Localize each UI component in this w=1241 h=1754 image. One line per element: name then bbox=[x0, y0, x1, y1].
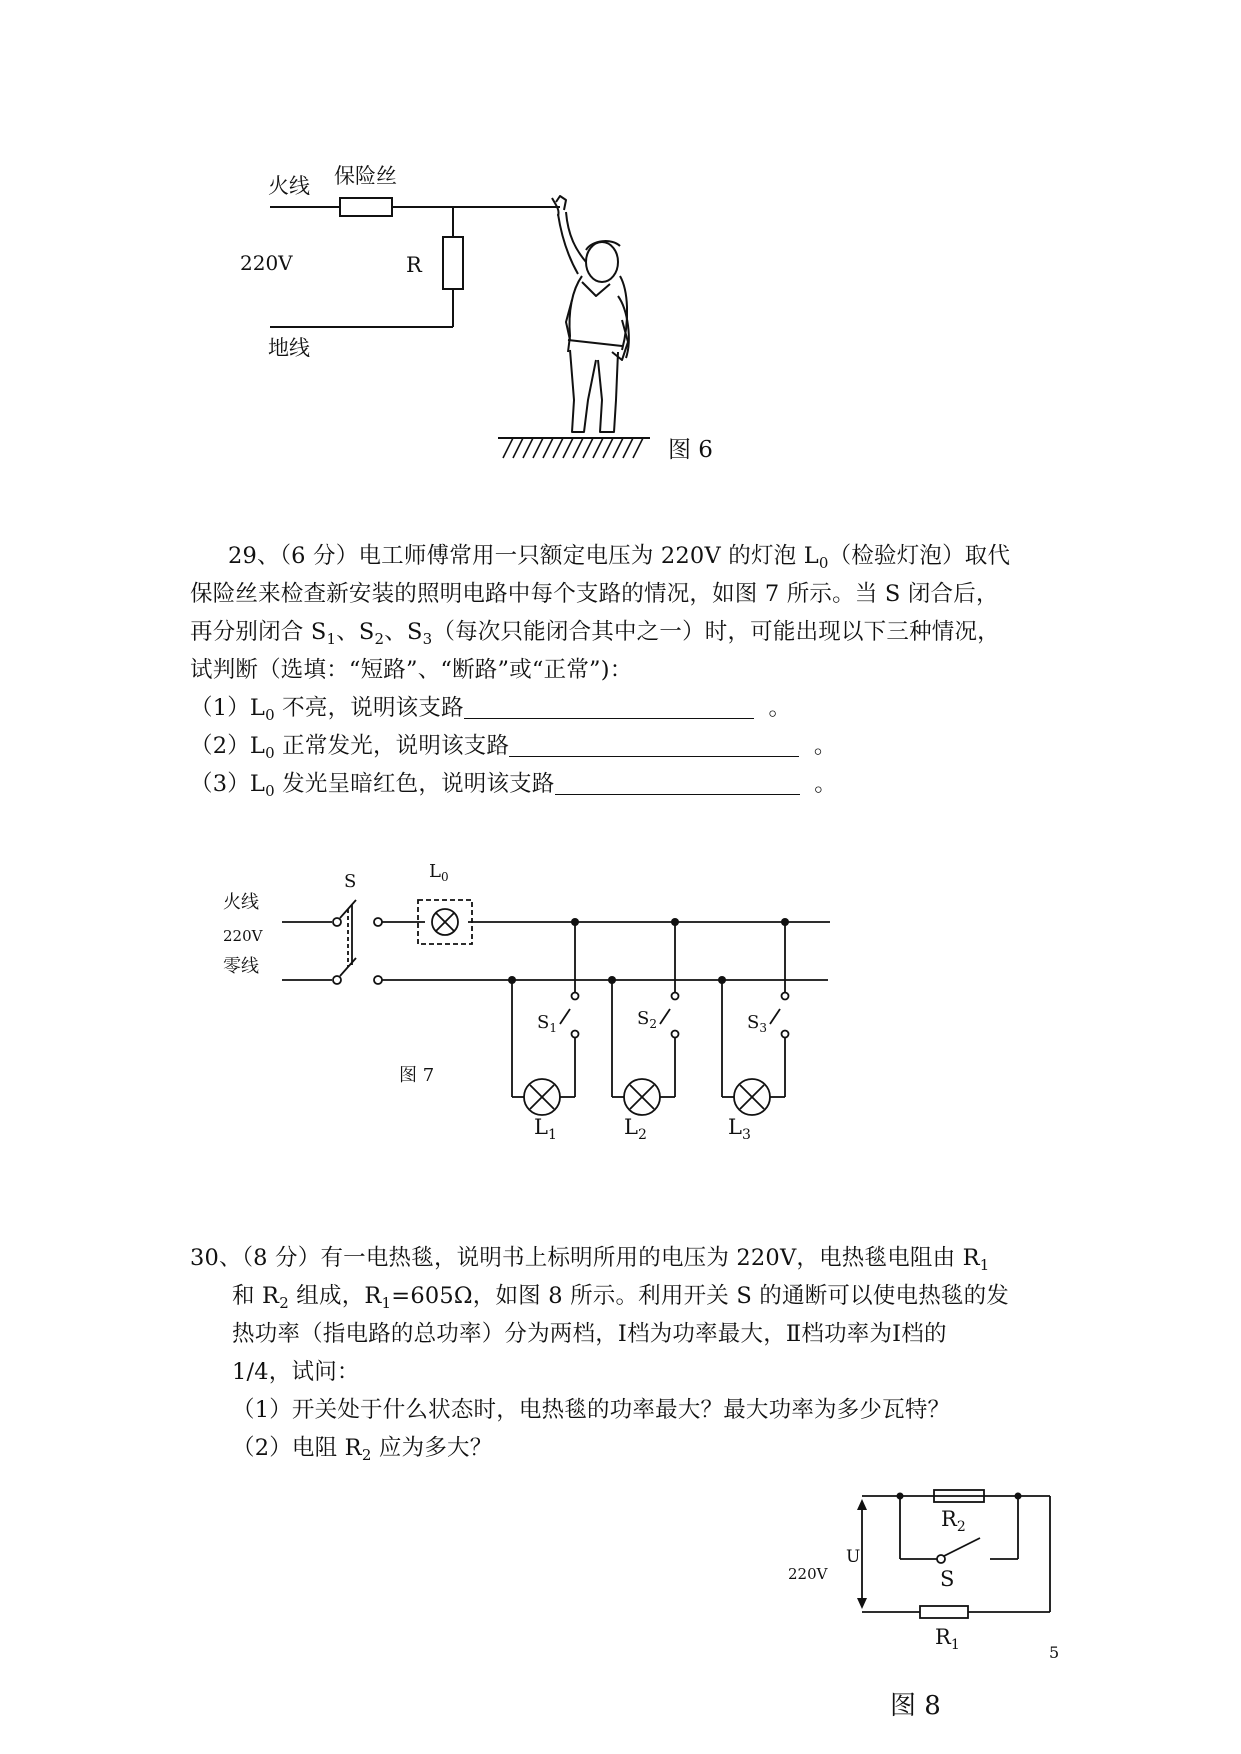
switch-s1-label: $S_1$ bbox=[537, 1012, 557, 1035]
resistor-r2-label: $R_2$ bbox=[941, 1507, 966, 1535]
q30-number: 30、 bbox=[190, 1245, 242, 1271]
lamp-l0-label: $L_0$ bbox=[429, 861, 449, 884]
lamp-l1-label: $L_1$ bbox=[534, 1115, 557, 1143]
ground-wire-label: 地线 bbox=[268, 336, 310, 360]
figure-8-caption: 图 8 bbox=[890, 1691, 941, 1721]
q29-item-1: $(1)L_0$ 不亮，说明该支路 。 bbox=[190, 695, 792, 724]
voltage-u-label: U bbox=[846, 1547, 861, 1567]
answer-blank-3[interactable] bbox=[555, 770, 800, 795]
switch-s-label: S bbox=[344, 871, 357, 892]
question-29: 29、（6 分）电工师傅常用一只额定电压为 220V 的灯泡 $L_0$（检验灯泡）取代 保险丝来检查新安装的照明电路中每个支路的情况，如图 7 所示。当 S 闭合后， 再分别闭合 $S_1$、$S_2$、$S_3$（每次只能闭合其中之一）时，可能出现以下三种情况， 试判断（选填：“短路”、“断路”或“正常”)： $(1)L_0$ 不亮，说明该支路 。 $(2)L_0$ 正常发光，说明该支路 。 $(3)L_0$ 发光呈暗红色，说明该支路 。 bbox=[190, 537, 1010, 803]
q29-number: 29、 bbox=[228, 543, 280, 569]
switch-s-label-8: S bbox=[940, 1567, 955, 1591]
person-figure bbox=[552, 196, 629, 432]
voltage-label-7: 220V bbox=[223, 927, 263, 945]
question-30: 30、（8 分）有一电热毯，说明书上标明所用的电压为 220V，电热毯电阻由 $R_1$ 和 $R_2$ 组成，$R_1=605\Omega$，如图 8 所示。利用开关 S 的通断可以使电热毯的发 热功率（指电路的总功率）分为两档，Ⅰ档为功率最大，Ⅱ档功率为Ⅰ档的 1/4，试问： （1）开关处于什么状态时，电热毯的功率最大？最大功率为多少瓦特？ （2）电阻 $R_2$ 应为多大？ bbox=[190, 1239, 1009, 1467]
resistor-label: R bbox=[406, 253, 422, 277]
answer-blank-2[interactable] bbox=[509, 732, 799, 757]
hot-wire-label: 火线 bbox=[268, 174, 310, 198]
resistor-r1-label: $R_1$ bbox=[935, 1625, 960, 1653]
voltage-label-8: 220V bbox=[788, 1565, 828, 1583]
q29-item-2: $(2)L_0$ 正常发光，说明该支路 。 bbox=[190, 733, 837, 762]
resistor-r-symbol bbox=[443, 237, 463, 289]
figure-6-caption: 图 6 bbox=[668, 437, 713, 463]
q29-item-3: $(3)L_0$ 发光呈暗红色，说明该支路 。 bbox=[190, 771, 837, 800]
figure-7-caption: 图 7 bbox=[399, 1065, 435, 1086]
q30-sub-question-2: （2）电阻 $R_2$ 应为多大？ bbox=[232, 1435, 493, 1464]
lamp-l2-label: $L_2$ bbox=[624, 1115, 647, 1143]
hot-wire-label-7: 火线 bbox=[223, 892, 259, 913]
q30-sub-question-1: （1）开关处于什么状态时，电热毯的功率最大？最大功率为多少瓦特？ bbox=[232, 1397, 951, 1423]
lamp-l3-label: $L_3$ bbox=[728, 1115, 751, 1143]
fuse-label: 保险丝 bbox=[334, 164, 397, 188]
fuse-symbol bbox=[340, 198, 392, 216]
switch-s3-label: $S_3$ bbox=[747, 1012, 767, 1035]
switch-s2-label: $S_2$ bbox=[637, 1008, 657, 1031]
neutral-wire-label: 零线 bbox=[223, 956, 259, 977]
voltage-label: 220V bbox=[240, 251, 293, 275]
page-number: 5 bbox=[1049, 1643, 1060, 1662]
answer-blank-1[interactable] bbox=[464, 694, 754, 719]
